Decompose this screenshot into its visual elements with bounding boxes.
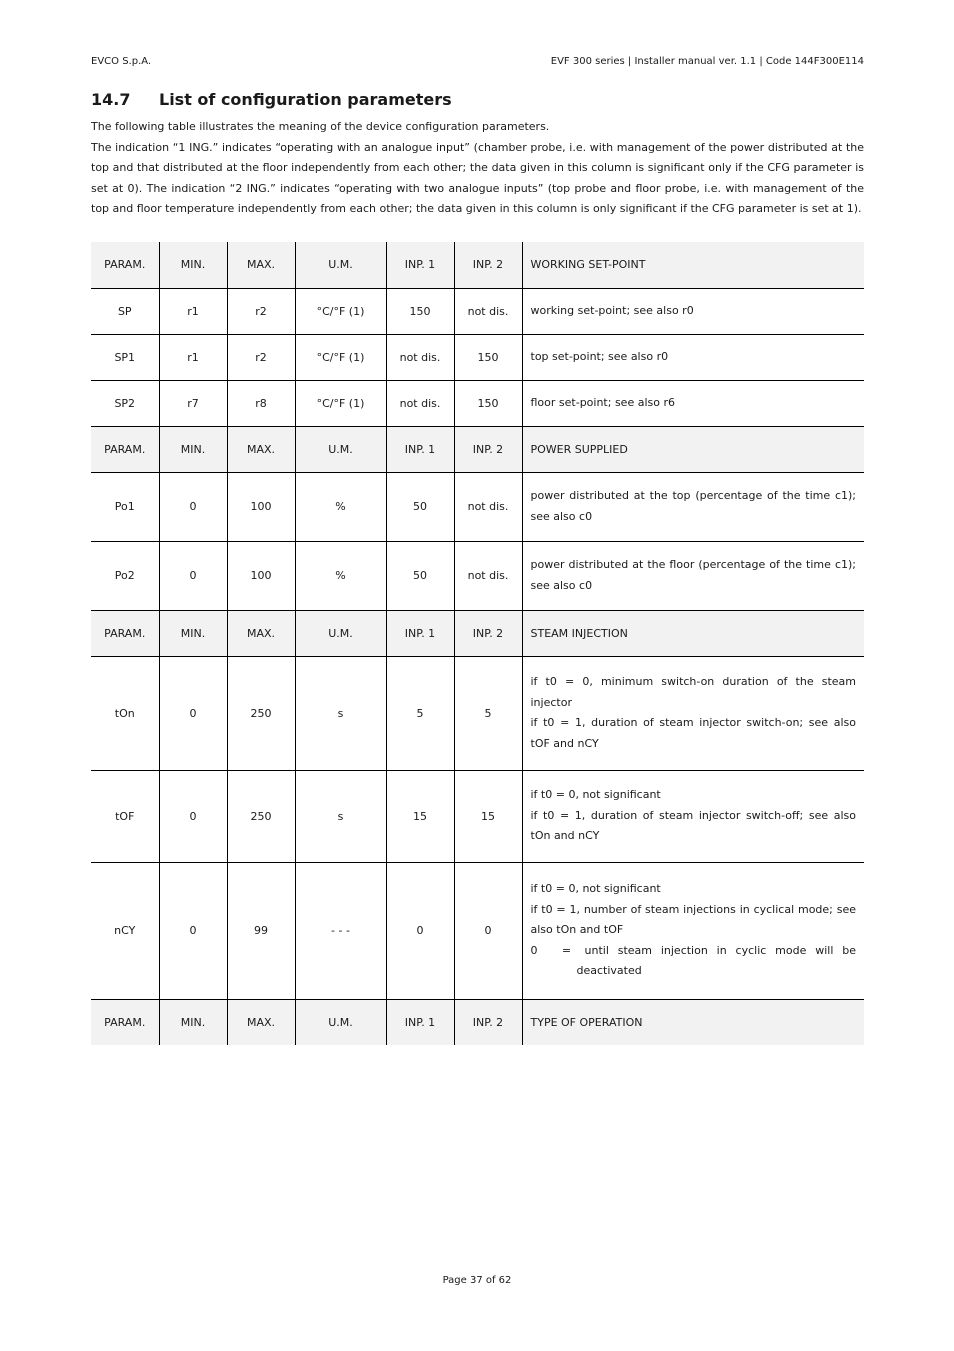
cell-max: r2 <box>227 334 295 380</box>
group-header-steam-injection <box>91 610 864 656</box>
desc-line-2: if t0 = 1, duration of steam injector switch-on; see also tOF and nCY <box>530 716 856 750</box>
desc-line-1: if t0 = 0, not significant <box>530 788 661 802</box>
group-title: STEAM INJECTION <box>522 610 864 656</box>
cell-min: r1 <box>159 288 227 334</box>
col-um-header: U.M. <box>295 610 386 656</box>
col-max-header: MAX. <box>227 610 295 656</box>
col-max-header: MAX. <box>227 242 295 288</box>
col-inp2-header: INP. 2 <box>454 999 522 1045</box>
col-max-header: MAX. <box>227 426 295 472</box>
desc-note <box>531 941 857 962</box>
col-um-header: U.M. <box>295 999 386 1045</box>
col-inp2-header: INP. 2 <box>454 426 522 472</box>
cell-um: - - - <box>295 862 386 999</box>
table-row-po1 <box>91 472 864 541</box>
col-inp1-header: INP. 1 <box>386 426 454 472</box>
cell-min: 0 <box>159 862 227 999</box>
group-title: TYPE OF OPERATION <box>522 999 864 1045</box>
cell-min: 0 <box>159 770 227 862</box>
intro-paragraph-1: The following table illustrates the meaning of the device configuration parameters. <box>91 120 550 133</box>
col-inp2-header: INP. 2 <box>454 242 522 288</box>
cell-param: SP2 <box>91 380 159 426</box>
cell-description <box>522 770 864 862</box>
table-row-sp <box>91 288 864 334</box>
cell-min: 0 <box>159 656 227 770</box>
note-equals: = <box>561 943 572 957</box>
table-row-tof <box>91 770 864 862</box>
col-param-header: PARAM. <box>91 999 159 1045</box>
table-row-ncy <box>91 862 864 999</box>
cell-description: power distributed at the floor (percentage of the time c1); see also c0 <box>522 541 864 610</box>
cell-inp1: not dis. <box>386 334 454 380</box>
cell-inp2: 150 <box>454 380 522 426</box>
col-min-header: MIN. <box>159 999 227 1045</box>
cell-param: Po1 <box>91 472 159 541</box>
cell-inp1: 0 <box>386 862 454 999</box>
col-param-header: PARAM. <box>91 426 159 472</box>
page-number: Page 37 of 62 <box>442 1275 512 1286</box>
cell-min: r1 <box>159 334 227 380</box>
intro-text <box>91 117 864 220</box>
note-key: 0 <box>530 943 538 957</box>
cell-inp1: 50 <box>386 541 454 610</box>
col-um-header: U.M. <box>295 426 386 472</box>
cell-inp2: not dis. <box>454 288 522 334</box>
header-company: EVCO S.p.A. <box>91 56 152 67</box>
col-min-header: MIN. <box>159 610 227 656</box>
cell-description: top set-point; see also r0 <box>522 334 864 380</box>
cell-description: power distributed at the top (percentage of the time c1); see also c0 <box>522 472 864 541</box>
cell-description: floor set-point; see also r6 <box>522 380 864 426</box>
intro-paragraph-2: The indication “1 ING.” indicates “operating with an analogue input” (chamber probe, i.e. with management of the power distributed at the top and that distributed at the floor independently from each other; the data given in this column is significant only if the CFG parameter is set at 0). The indication “2 ING.” indicates “operating with two analogue inputs” (top probe and floor probe, i.e. with management of the top and floor temperature independently from each other; the data given in this column is only significant if the CFG parameter is set at 1). <box>91 140 864 215</box>
note-text-continued: deactivated <box>576 964 642 978</box>
cell-max: 250 <box>227 770 295 862</box>
cell-um: s <box>295 656 386 770</box>
cell-max: 100 <box>227 541 295 610</box>
cell-inp2: not dis. <box>454 472 522 541</box>
note-text: until steam injection in cyclic mode will be <box>584 943 856 957</box>
col-max-header: MAX. <box>227 999 295 1045</box>
table-row-sp1 <box>91 334 864 380</box>
cell-min: 0 <box>159 541 227 610</box>
header-doc-info: EVF 300 series | Installer manual ver. 1.1 | Code 144F300E114 <box>550 56 864 67</box>
cell-param: Po2 <box>91 541 159 610</box>
cell-description: working set-point; see also r0 <box>522 288 864 334</box>
col-um-header: U.M. <box>295 242 386 288</box>
cell-inp1: 5 <box>386 656 454 770</box>
group-title: WORKING SET-POINT <box>522 242 864 288</box>
col-inp1-header: INP. 1 <box>386 610 454 656</box>
cell-um: s <box>295 770 386 862</box>
cell-max: r8 <box>227 380 295 426</box>
cell-min: 0 <box>159 472 227 541</box>
group-header-working-set-point <box>91 242 864 288</box>
cell-min: r7 <box>159 380 227 426</box>
cell-param: tOn <box>91 656 159 770</box>
cell-inp2: 0 <box>454 862 522 999</box>
cell-inp1: not dis. <box>386 380 454 426</box>
table-row-sp2 <box>91 380 864 426</box>
col-inp2-header: INP. 2 <box>454 610 522 656</box>
cell-inp1: 150 <box>386 288 454 334</box>
cell-max: 100 <box>227 472 295 541</box>
cell-um: °C/°F (1) <box>295 334 386 380</box>
section-heading <box>91 90 452 109</box>
cell-max: r2 <box>227 288 295 334</box>
cell-um: °C/°F (1) <box>295 380 386 426</box>
cell-param: tOF <box>91 770 159 862</box>
cell-inp1: 15 <box>386 770 454 862</box>
group-header-power-supplied <box>91 426 864 472</box>
col-param-header: PARAM. <box>91 242 159 288</box>
cell-inp1: 50 <box>386 472 454 541</box>
col-inp1-header: INP. 1 <box>386 242 454 288</box>
group-title: POWER SUPPLIED <box>522 426 864 472</box>
cell-param: nCY <box>91 862 159 999</box>
desc-line-1: if t0 = 0, minimum switch-on duration of the steam injector <box>530 675 856 709</box>
col-inp1-header: INP. 1 <box>386 999 454 1045</box>
cell-inp2: 5 <box>454 656 522 770</box>
desc-line-2: if t0 = 1, duration of steam injector switch-off; see also tOn and nCY <box>530 808 856 843</box>
table-row-po2 <box>91 541 864 610</box>
desc-line-2: if t0 = 1, number of steam injections in cyclical mode; see also tOn and tOF <box>530 902 856 937</box>
cell-um: % <box>295 472 386 541</box>
cell-inp2: not dis. <box>454 541 522 610</box>
cell-max: 250 <box>227 656 295 770</box>
cell-description <box>522 656 864 770</box>
cell-inp2: 15 <box>454 770 522 862</box>
section-title: List of configuration parameters <box>159 90 452 109</box>
cell-inp2: 150 <box>454 334 522 380</box>
col-min-header: MIN. <box>159 426 227 472</box>
cell-max: 99 <box>227 862 295 999</box>
group-header-type-of-operation <box>91 999 864 1045</box>
cell-param: SP <box>91 288 159 334</box>
table-row-ton <box>91 656 864 770</box>
desc-line-1: if t0 = 0, not significant <box>530 882 661 896</box>
cell-param: SP1 <box>91 334 159 380</box>
section-number: 14.7 <box>91 90 131 109</box>
cell-um: % <box>295 541 386 610</box>
cell-um: °C/°F (1) <box>295 288 386 334</box>
parameters-table <box>91 242 864 1045</box>
col-min-header: MIN. <box>159 242 227 288</box>
cell-description <box>522 862 864 999</box>
col-param-header: PARAM. <box>91 610 159 656</box>
